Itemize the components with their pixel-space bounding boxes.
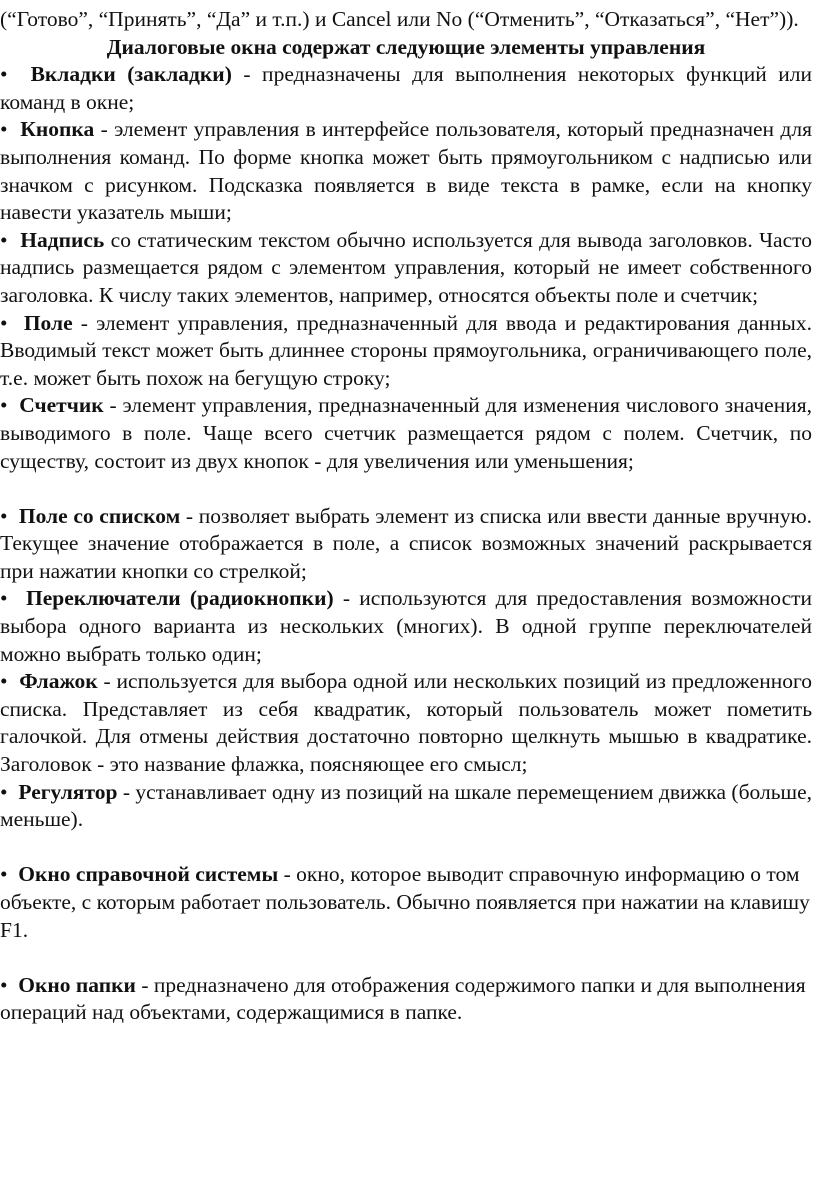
description-tabs: - предназначены для выполнения некоторых функций или команд в окне; bbox=[0, 62, 812, 114]
list-item-checkbox bbox=[0, 668, 812, 778]
bullet: • bbox=[0, 62, 8, 87]
list-item-combobox bbox=[0, 503, 812, 586]
description-folder-window: - предназначено для отображения содержимого папки и для выполнения операций над объектами, содержащимися в папке. bbox=[0, 972, 806, 1025]
bullet: • bbox=[0, 503, 8, 528]
term-slider: Регулятор bbox=[18, 779, 118, 804]
list-item-field bbox=[0, 310, 812, 393]
term-radio: Переключатели (радиокнопки) bbox=[25, 586, 334, 611]
description-radio: - используются для предоставления возможности выбора одного варианта из нескольких (многих). В одной группе переключателей можно выбрать только один; bbox=[0, 586, 813, 666]
list-item-slider bbox=[0, 779, 812, 834]
bullet: • bbox=[0, 227, 8, 252]
term-counter: Счетчик bbox=[19, 393, 104, 418]
term-field: Поле bbox=[23, 310, 73, 335]
bullet: • bbox=[0, 779, 8, 804]
intro-paragraph: (“Готово”, “Принять”, “Да” и т.п.) и Cancel или No (“Отменить”, “Отказаться”, “Нет”)). bbox=[0, 7, 799, 31]
term-folder-window: Окно папки bbox=[18, 972, 136, 997]
description-checkbox: - используется для выбора одной или нескольких позиций из предложенного списка. Представляет из себя квадратик, который пользователь может пометить галочкой. Для отмены действия достаточно повторно щелкнуть мышью в квадратике. Заголовок - это название флажка, поясняющее его смысл; bbox=[0, 669, 813, 777]
list-item-button bbox=[0, 116, 812, 226]
bullet: • bbox=[0, 310, 8, 335]
description-counter: - элемент управления, предназначенный для изменения числового значения, выводимого в поле. Чаще всего счетчик размещается рядом с полем. Счетчик, по существу, состоит из двух кнопок - для увеличения или уменьшения; bbox=[0, 393, 812, 473]
bullet: • bbox=[0, 117, 8, 142]
description-slider: - устанавливает одну из позиций на шкале перемещением движка (больше, меньше). bbox=[0, 779, 813, 832]
blank-line bbox=[0, 834, 812, 862]
list-item-folder-window bbox=[0, 972, 812, 1027]
term-checkbox: Флажок bbox=[19, 669, 98, 694]
list-item-label bbox=[0, 227, 812, 310]
term-button: Кнопка bbox=[20, 117, 95, 142]
list-item-tabs bbox=[0, 61, 812, 116]
term-help-window: Окно справочной системы bbox=[18, 862, 279, 887]
term-label: Надпись bbox=[20, 227, 105, 252]
description-button: - элемент управления в интерфейсе пользователя, который предназначен для выполнения команд. По форме кнопка может быть прямоугольником с надписью или значком с рисунком. Подсказка появляется в виде текста в рамке, если на кнопку навести указатель мыши; bbox=[0, 117, 812, 225]
description-label: со статическим текстом обычно используется для вывода заголовков. Часто надпись размещается рядом с элементом управления, который не имеет собственного заголовка. К числу таких элементов, например, относятся объекты поле и счетчик; bbox=[0, 227, 812, 307]
bullet: • bbox=[0, 862, 8, 887]
list-item-counter bbox=[0, 392, 812, 475]
blank-line bbox=[0, 944, 812, 972]
term-combobox: Поле со списком bbox=[18, 503, 181, 528]
list-item-help-window bbox=[0, 861, 812, 944]
list-item-radio bbox=[0, 585, 812, 668]
blank-line bbox=[0, 475, 812, 503]
term-tabs: Вкладки (закладки) bbox=[30, 62, 232, 87]
bullet: • bbox=[0, 586, 8, 611]
bullet: • bbox=[0, 972, 8, 997]
description-field: - элемент управления, предназначенный для ввода и редактирования данных. Вводимый текст может быть длиннее стороны прямоугольника, ограничивающего поле, т.е. может быть похож на бегущую строку; bbox=[0, 310, 812, 390]
bullet: • bbox=[0, 393, 8, 418]
description-help-window: - окно, которое выводит справочную информацию о том объекте, с которым работает пользователь. Обычно появляется при нажатии на клавишу F1. bbox=[0, 862, 810, 942]
bullet: • bbox=[0, 669, 8, 694]
description-combobox: - позволяет выбрать элемент из списка или ввести данные вручную. Текущее значение отображается в поле, а список возможных значений раскрывается при нажатии кнопки со стрелкой; bbox=[0, 503, 812, 583]
section-heading: Диалоговые окна содержат следующие элементы управления bbox=[106, 34, 706, 59]
